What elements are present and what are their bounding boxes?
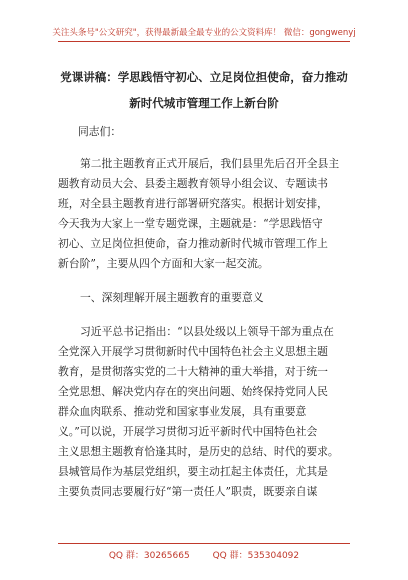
paragraph-2-line: 义。”可以说，开展学习贯彻习近平新时代中国特色社会 xyxy=(58,425,318,438)
paragraph-1-line: 今天我为大家上一堂专题党课，主题就是：“学思践悟守 xyxy=(58,217,323,230)
page-header xyxy=(0,0,408,48)
document-title-line-1: 党课讲稿：学思践悟守初心、立足岗位担使命，奋力推动 xyxy=(60,70,348,84)
footer-qq-group-2: QQ 群：535304092 xyxy=(212,551,300,561)
page-footer xyxy=(0,548,408,561)
section-1-heading: 一、深刻理解开展主题教育的重要意义 xyxy=(80,291,264,304)
header-promo-text: 关注头条号"公文研究"，获得最新最全最专业的公文资料库！ 微信：gongwenyj xyxy=(52,28,356,38)
paragraph-2-line: 主要负责同志要履行好“第一责任人”职责，既要亲自谋 xyxy=(58,485,318,498)
paragraph-1-line: 第二批主题教育正式开展后，我们县里先后召开全县主 xyxy=(80,157,340,170)
paragraph-2-line: 县城管局作为基层党组织，要主动扛起主体责任，尤其是 xyxy=(58,465,328,478)
footer-qq-group-1: QQ 群：30265665 xyxy=(108,551,190,561)
paragraph-2-line: 全党思想、解决党内存在的突出问题、始终保持党同人民 xyxy=(58,385,328,398)
paragraph-2-line: 习近平总书记指出：“以县处级以上领导干部为重点在 xyxy=(80,325,334,338)
footer-divider xyxy=(58,543,350,544)
paragraph-2-line: 全党深入开展学习贯彻新时代中国特色社会主义思想主题 xyxy=(58,345,328,358)
paragraph-2-line: 群众血肉联系、推动党和国家事业发展，具有重要意 xyxy=(58,405,307,418)
paragraph-1-line: 班，对全县主题教育进行部署研究落实。根据计划安排， xyxy=(58,197,328,210)
document-title-line-2: 新时代城市管理工作上新台阶 xyxy=(129,96,279,110)
salutation: 同志们： xyxy=(78,125,122,138)
paragraph-1-line: 题教育动员大会、县委主题教育领导小组会议、专题读书 xyxy=(58,177,328,190)
paragraph-1-line: 新台阶”，主要从四个方面和大家一起交流。 xyxy=(58,257,269,270)
paragraph-2-line: 教育，是贯彻落实党的二十大精神的重大举措，对于统一 xyxy=(58,365,328,378)
paragraph-2-line: 主义思想主题教育恰逢其时，是历史的总结、时代的要求。 xyxy=(58,445,339,458)
paragraph-1-line: 初心、立足岗位担使命，奋力推动新时代城市管理工作上 xyxy=(58,237,328,250)
header-divider xyxy=(58,41,350,42)
